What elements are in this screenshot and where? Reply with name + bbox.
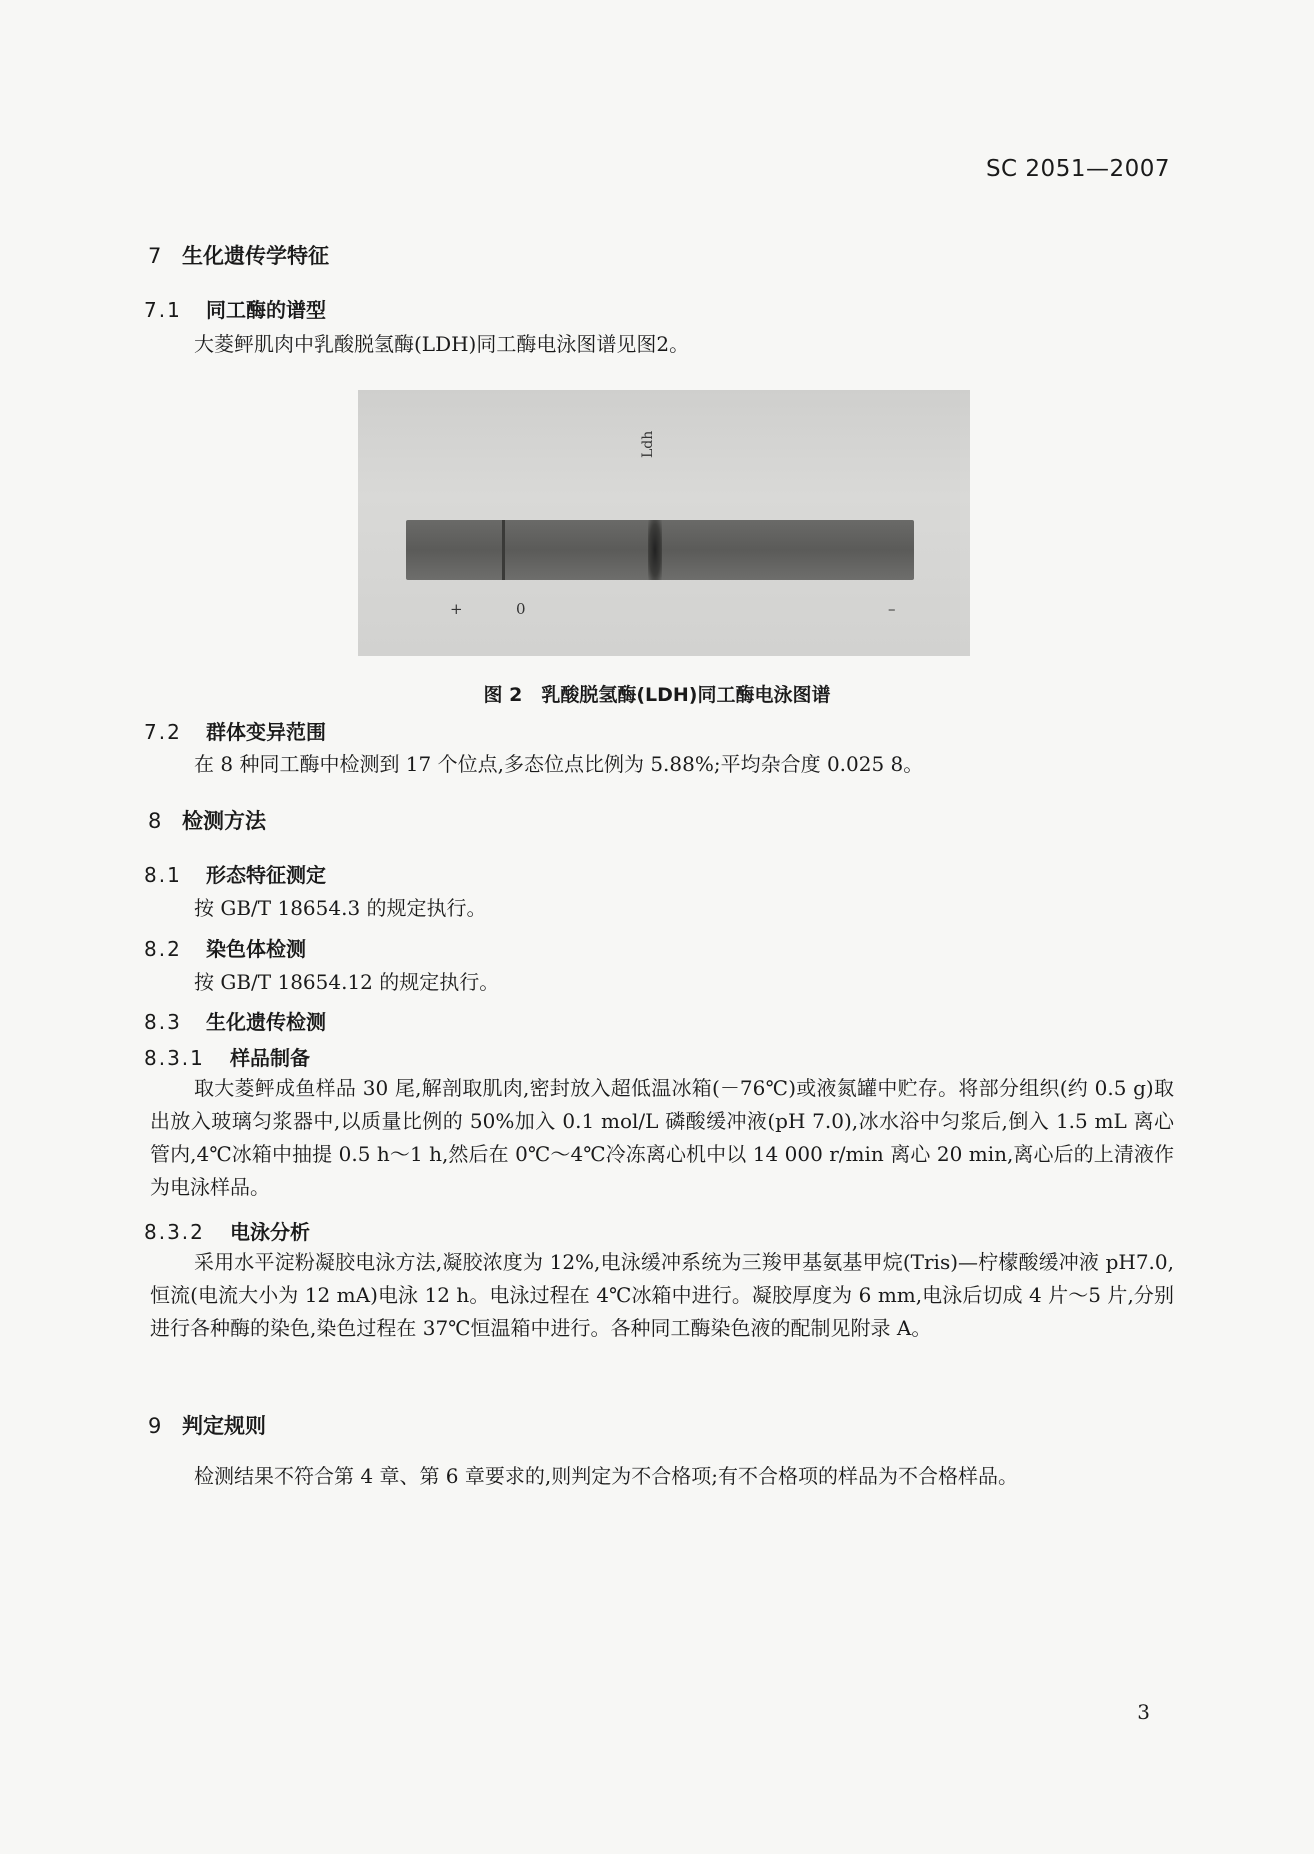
heading-title: 电泳分析	[230, 1220, 310, 1244]
figure-caption: 图 2 乳酸脱氢酶(LDH)同工酶电泳图谱	[483, 684, 831, 706]
minus-pole-label: –	[888, 600, 896, 618]
paragraph-9: 检测结果不符合第 4 章、第 6 章要求的,则判定为不合格项;有不合格项的样品为不合格样品。	[194, 1464, 1018, 1488]
heading-number: 7	[148, 244, 162, 268]
heading-title: 样品制备	[230, 1046, 310, 1070]
heading-number: 8.1	[144, 863, 182, 887]
lane-label: Ldh	[640, 430, 656, 458]
origin-label: 0	[516, 600, 526, 618]
page-number: 3	[1137, 1700, 1150, 1724]
heading-number: 8.3.2	[144, 1220, 205, 1244]
heading-8-3-1	[144, 1042, 310, 1071]
heading-number: 7.1	[144, 298, 182, 322]
heading-title: 检测方法	[182, 809, 266, 833]
paragraph-8-1: 按 GB/T 18654.3 的规定执行。	[194, 896, 487, 920]
heading-number: 8.3	[144, 1010, 182, 1034]
heading-title: 染色体检测	[206, 937, 306, 961]
plus-pole-label: +	[450, 600, 463, 618]
heading-8-2	[144, 933, 306, 962]
heading-number: 9	[148, 1414, 162, 1438]
heading-7-1	[144, 294, 326, 323]
heading-title: 判定规则	[182, 1414, 266, 1438]
paragraph-8-3-1: 取大菱鲆成鱼样品 30 尾,解剖取肌肉,密封放入超低温冰箱(－76℃)或液氮罐中贮存。将部分组织(约 0.5 g)取出放入玻璃匀浆器中,以质量比例的 50%加入 0.1 mol/L 磷酸缓冲液(pH 7.0),冰水浴中匀浆后,倒入 1.5 mL 离心管内,4℃冰箱中抽提 0.5 h～1 h,然后在 0℃～4℃冷冻离心机中以 14 000 r/min 离心 20 min,离心后的上清液作为电泳样品。	[150, 1076, 1174, 1199]
heading-title: 同工酶的谱型	[206, 298, 326, 322]
heading-title: 形态特征测定	[206, 863, 326, 887]
heading-8-1	[144, 859, 326, 888]
paragraph-8-2: 按 GB/T 18654.12 的规定执行。	[194, 970, 500, 994]
heading-9	[148, 1410, 266, 1440]
heading-number: 7.2	[144, 720, 182, 744]
heading-title: 生化遗传检测	[206, 1010, 326, 1034]
paragraph-8-3-2: 采用水平淀粉凝胶电泳方法,凝胶浓度为 12%,电泳缓冲系统为三羧甲基氨基甲烷(Tris)—柠檬酸缓冲液 pH7.0,恒流(电流大小为 12 mA)电泳 12 h。电泳过程在 4℃冰箱中进行。凝胶厚度为 6 mm,电泳后切成 4 片～5 片,分别进行各种酶的染色,染色过程在 37℃恒温箱中进行。各种同工酶染色液的配制见附录 A。	[150, 1250, 1174, 1340]
electrophoresis-figure	[358, 390, 970, 656]
heading-7-2	[144, 716, 326, 745]
heading-8	[148, 805, 266, 835]
heading-title: 群体变异范围	[206, 720, 326, 744]
heading-8-3	[144, 1006, 326, 1035]
heading-number: 8.2	[144, 937, 182, 961]
origin-band	[502, 520, 505, 580]
heading-title: 生化遗传学特征	[182, 244, 329, 268]
gel-strip	[406, 520, 914, 580]
heading-8-3-2	[144, 1216, 310, 1245]
heading-number: 8	[148, 809, 162, 833]
paragraph-7-2: 在 8 种同工酶中检测到 17 个位点,多态位点比例为 5.88%;平均杂合度 0.025 8。	[194, 752, 924, 776]
heading-7	[148, 240, 329, 270]
ldh-band	[648, 520, 662, 580]
heading-number: 8.3.1	[144, 1046, 205, 1070]
paragraph-7-1: 大菱鲆肌肉中乳酸脱氢酶(LDH)同工酶电泳图谱见图2。	[194, 332, 690, 356]
standard-code: SC 2051—2007	[985, 156, 1170, 182]
